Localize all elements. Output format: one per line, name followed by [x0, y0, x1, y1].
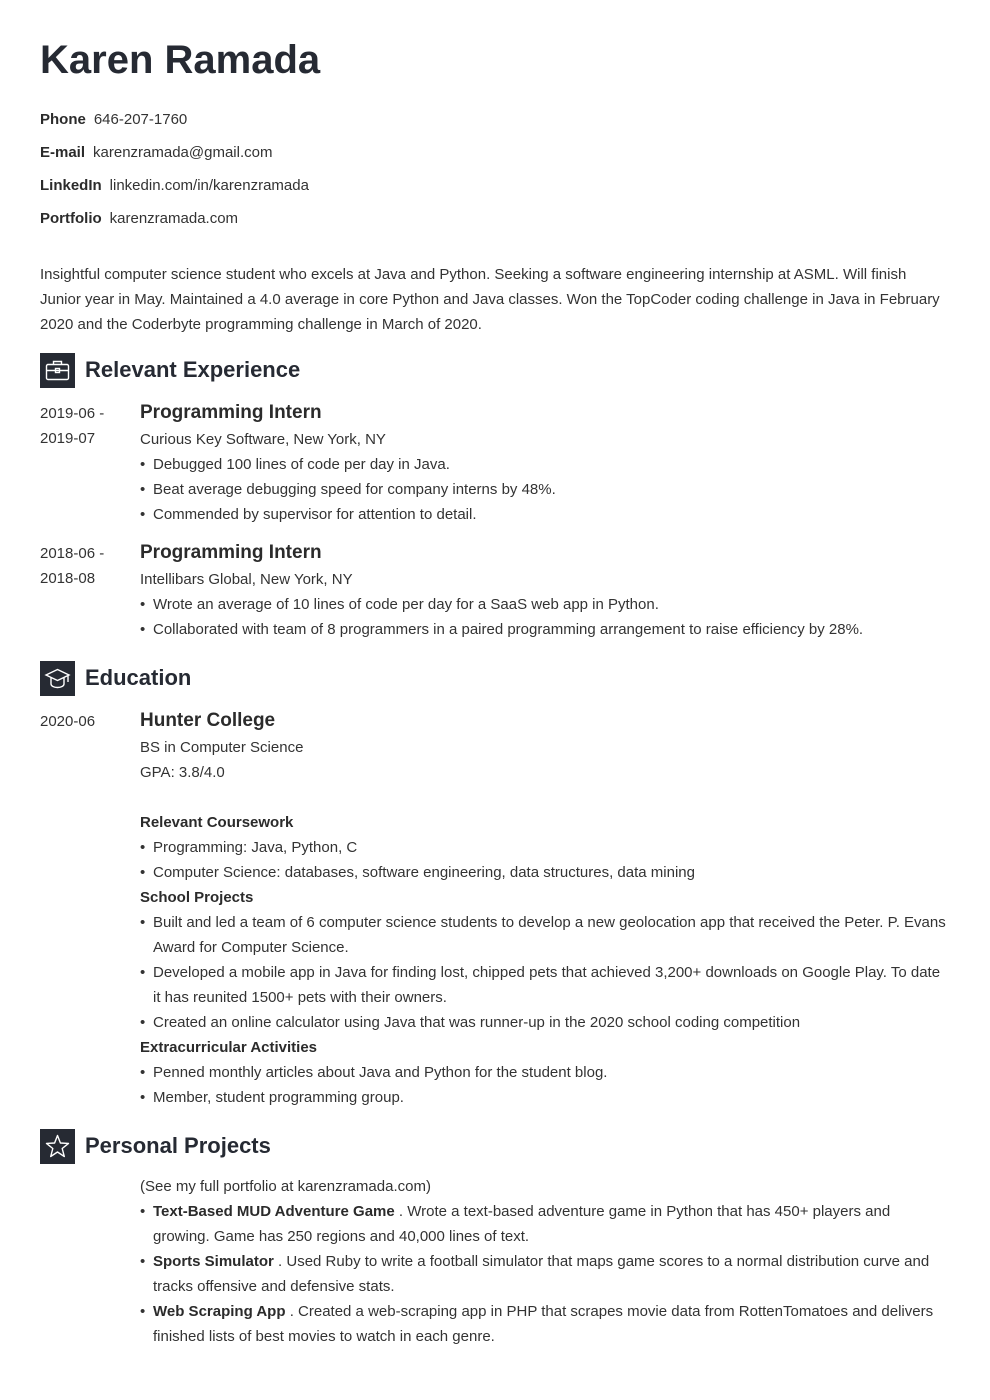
school-name: Hunter College	[140, 710, 276, 731]
graduation-cap-icon	[40, 661, 75, 696]
activities-list	[140, 1060, 950, 1110]
list-item	[140, 1199, 950, 1249]
education-entry	[140, 707, 950, 1110]
section-title: Education	[85, 665, 192, 690]
profile-summary: Insightful computer science student who excels at Java and Python. Seeking a software engineering internship at ASML. Will finish Junior year in May. Maintained a 4.0 average in core Python and Java classes. Won the TopCoder coding challenge in Java in February 2020 and the Coderbyte programming challenge in March of 2020.	[40, 266, 940, 333]
list-item	[140, 1299, 950, 1349]
briefcase-icon	[40, 353, 75, 388]
degree: BS in Computer Science	[140, 739, 304, 756]
job-date-start: 2018-06 -	[40, 545, 105, 562]
portfolio-note: (See my full portfolio at karenzramada.com)	[140, 1178, 431, 1195]
contact-label: Phone	[40, 111, 86, 128]
job-dates	[40, 401, 130, 451]
school-projects-list	[140, 910, 950, 1035]
job-date-end: 2018-08	[40, 570, 96, 587]
job-title: Programming Intern	[140, 542, 322, 563]
coursework-list	[140, 835, 950, 885]
contact-value: 646-207-1760	[93, 111, 188, 128]
project-description: . Wrote a text-based adventure game in Python that has 450+ players and growing. Game has 250 regions and 40,000 lines of text.	[153, 1203, 891, 1245]
list-item: • Beat average debugging speed for company interns by 48%.	[140, 477, 950, 502]
gpa: GPA: 3.8/4.0	[140, 764, 225, 781]
school-projects-heading: School Projects	[140, 889, 254, 906]
list-item	[140, 1249, 950, 1299]
list-item: • Developed a mobile app in Java for finding lost, chipped pets that achieved 3,200+ downloads on Google Play. To date it has reunited 1500+ pets with their owners.	[140, 960, 950, 1010]
list-item: • Member, student programming group.	[140, 1085, 950, 1110]
list-item: • Wrote an average of 10 lines of code per day for a SaaS web app in Python.	[140, 592, 950, 617]
project-name: Web Scraping App	[153, 1303, 286, 1320]
job-dates	[40, 541, 130, 591]
contact-phone	[40, 110, 187, 130]
contact-value: karenzramada@gmail.com	[93, 144, 273, 161]
project-name: Text-Based MUD Adventure Game	[153, 1203, 395, 1220]
star-icon	[40, 1129, 75, 1164]
spacer	[140, 785, 950, 810]
list-item: • Created an online calculator using Java that was runner-up in the 2020 school coding competition	[140, 1010, 950, 1035]
project-description: . Used Ruby to write a football simulator that maps game scores to a normal distribution curve and tracks offensive and defensive stats.	[153, 1253, 930, 1295]
list-item: • Collaborated with team of 8 programmers in a paired programming arrangement to raise efficiency by 28%.	[140, 617, 950, 642]
contact-value: karenzramada.com	[109, 210, 239, 227]
list-item: • Built and led a team of 6 computer science students to develop a new geolocation app that received the Peter. P. Evans Award for Computer Science.	[140, 910, 950, 960]
job-entry	[140, 539, 950, 642]
section-experience-header	[40, 353, 950, 389]
job-bullets	[140, 592, 950, 642]
section-title: Personal Projects	[85, 1133, 271, 1158]
job-date-start: 2019-06 -	[40, 405, 105, 422]
activities-heading: Extracurricular Activities	[140, 1039, 318, 1056]
project-description: . Created a web-scraping app in PHP that scrapes movie data from RottenTomatoes and delivers finished lists of best movies to watch in each genre.	[153, 1303, 934, 1345]
project-name: Sports Simulator	[153, 1253, 274, 1270]
personal-projects-list	[140, 1199, 950, 1349]
contact-label: LinkedIn	[40, 177, 102, 194]
job-company: Curious Key Software, New York, NY	[140, 431, 386, 448]
contact-portfolio	[40, 209, 238, 229]
personal-projects-entry	[140, 1174, 950, 1349]
candidate-name: Karen Ramada	[40, 38, 321, 82]
contact-email	[40, 143, 272, 163]
contact-label: E-mail	[40, 144, 86, 161]
list-item: • Commended by supervisor for attention to detail.	[140, 502, 950, 527]
list-item: • Programming: Java, Python, C	[140, 835, 950, 860]
contact-value: linkedin.com/in/karenzramada	[109, 177, 309, 194]
list-item: • Computer Science: databases, software engineering, data structures, data mining	[140, 860, 950, 885]
education-date: 2020-06	[40, 713, 96, 730]
section-title: Relevant Experience	[85, 357, 301, 382]
job-entry	[140, 399, 950, 527]
job-date-end: 2019-07	[40, 430, 96, 447]
job-title: Programming Intern	[140, 402, 322, 423]
contact-linkedin	[40, 176, 309, 196]
list-item: • Penned monthly articles about Java and Python for the student blog.	[140, 1060, 950, 1085]
job-company: Intellibars Global, New York, NY	[140, 571, 353, 588]
list-item: • Debugged 100 lines of code per day in Java.	[140, 452, 950, 477]
section-education-header	[40, 661, 950, 697]
coursework-heading: Relevant Coursework	[140, 814, 294, 831]
contact-label: Portfolio	[40, 210, 102, 227]
job-bullets	[140, 452, 950, 527]
section-projects-header	[40, 1129, 950, 1165]
